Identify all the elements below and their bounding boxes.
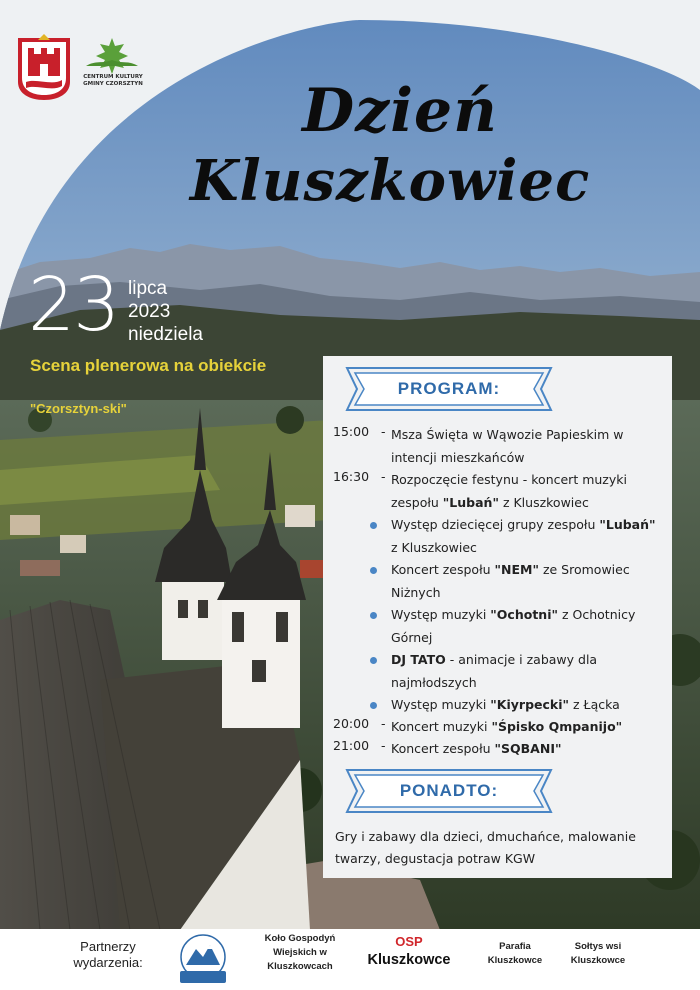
- desc-text: ze Sromowiec Niżnych: [391, 562, 630, 600]
- bullet-icon: [370, 522, 377, 529]
- program-desc: [391, 559, 666, 604]
- extra-text: Gry i zabawy dla dzieci, dmuchańce, malowanie twarzy, degustacja potraw KGW: [335, 829, 636, 866]
- venue-place: "Czorsztyn-ski": [30, 401, 127, 416]
- desc-text: Koncert zespołu: [391, 562, 495, 577]
- ski-resort-logo: [174, 931, 232, 987]
- program-desc: [391, 604, 666, 649]
- osp-partner-bottom: Kluszkowce: [367, 952, 451, 968]
- desc-bold: "Śpisko Qmpanijo": [491, 719, 623, 734]
- program-time: 21:00: [333, 738, 370, 753]
- date-weekday: niedziela: [128, 324, 203, 345]
- bullet-icon: [370, 702, 377, 709]
- program-dash: -: [381, 424, 386, 439]
- date-year: 2023: [128, 301, 171, 322]
- desc-text: Koncert muzyki: [391, 719, 492, 734]
- venue-text: Scena plenerowa na obiekcie: [30, 356, 267, 375]
- desc-text: - animacje i zabawy dla najmłodszych: [391, 652, 598, 690]
- desc-bold: "SQBANI": [494, 741, 562, 756]
- village-head-partner: Sołtys wsi Kluszkowce: [570, 941, 626, 966]
- bullet-icon: [370, 612, 377, 619]
- program-panel: [323, 356, 672, 878]
- logo-text-line: CENTRUM KULTURY: [83, 74, 143, 80]
- program-desc: [391, 649, 666, 694]
- bullet-icon: [370, 657, 377, 664]
- partners-label: Partnerzy wydarzenia:: [73, 939, 143, 970]
- program-time: 15:00: [333, 424, 370, 439]
- osp-partner-top: OSP: [395, 934, 423, 949]
- program-banner: [345, 366, 553, 412]
- program-desc: Msza Święta w Wąwozie Papieskim w intencji mieszkańców: [391, 427, 624, 465]
- extra-banner: [345, 768, 553, 814]
- partners-footer: [0, 929, 700, 990]
- desc-text: z Kluszkowiec: [391, 539, 477, 555]
- desc-text: Występ muzyki: [391, 607, 491, 622]
- event-title-line-2: Kluszkowiec: [189, 148, 591, 214]
- program-heading: PROGRAM:: [397, 379, 501, 398]
- desc-text: z Ochotnicy Górnej: [391, 607, 636, 645]
- desc-bold: "Kiyrpecki": [490, 697, 570, 712]
- program-desc: [391, 738, 666, 761]
- kgw-partner: Koło Gospodyń Wiejskich w Kluszkowcach: [264, 933, 336, 972]
- desc-text: Występ dziecięcej grupy zespołu: [391, 517, 600, 532]
- desc-text: z Kluszkowiec: [498, 494, 589, 510]
- desc-text: Rozpoczęcie festynu - koncert muzyki zespołu: [391, 472, 627, 510]
- cultural-center-logo: [86, 38, 138, 74]
- logo-text-line: GMINY CZORSZTYN: [83, 81, 143, 87]
- program-desc: [391, 469, 666, 514]
- bullet-icon: [370, 567, 377, 574]
- program-desc: [391, 514, 666, 559]
- desc-bold: "NEM": [494, 562, 539, 577]
- program-dash: -: [381, 716, 386, 731]
- desc-bold: DJ TATO: [391, 652, 446, 667]
- program-time: 16:30: [333, 469, 370, 484]
- desc-bold: "Ochotni": [490, 607, 559, 622]
- extra-heading: PONADTO:: [399, 781, 499, 800]
- date-month: lipca: [128, 278, 168, 299]
- parish-partner: Parafia Kluszkowce: [487, 941, 543, 966]
- desc-text: z Łącka: [569, 697, 620, 712]
- program-dash: -: [381, 469, 386, 484]
- program-time: 20:00: [333, 716, 370, 731]
- program-dash: -: [381, 738, 386, 753]
- desc-text: Występ muzyki: [391, 697, 491, 712]
- date-day: 23: [28, 262, 119, 348]
- desc-bold: "Lubań": [599, 517, 656, 532]
- desc-bold: "Lubań": [442, 494, 499, 510]
- program-desc: [391, 716, 666, 739]
- desc-text: Koncert zespołu: [391, 741, 495, 756]
- event-title-line-1: Dzień: [302, 76, 498, 146]
- program-desc: [391, 694, 666, 717]
